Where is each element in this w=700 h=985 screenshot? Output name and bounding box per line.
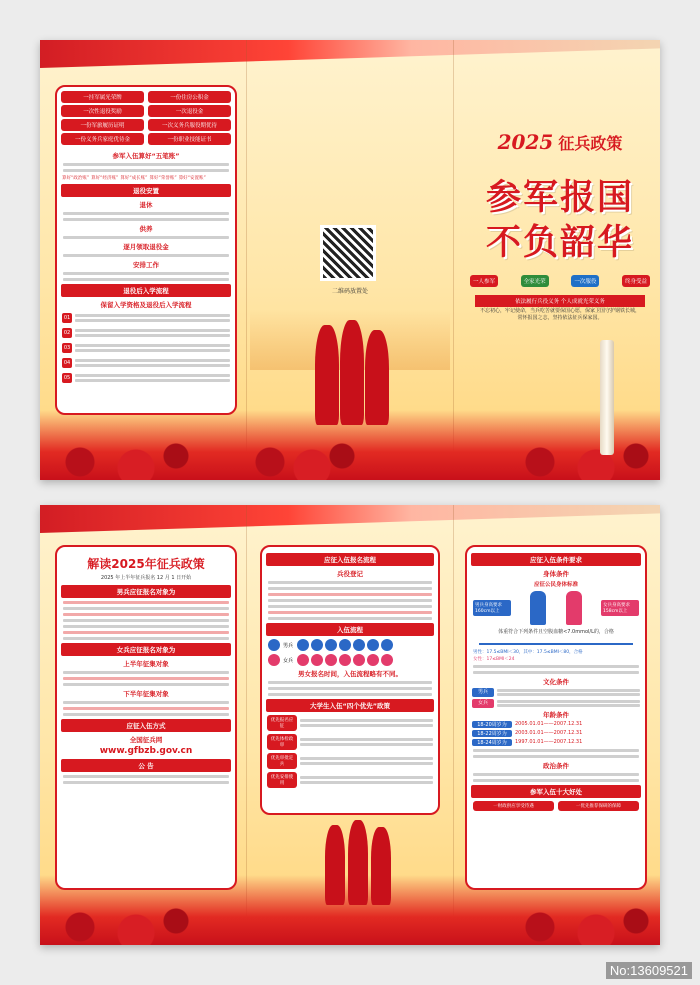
subheading: 上半年征集对象 xyxy=(123,660,169,668)
priority-item xyxy=(267,715,433,731)
policy-subtitle: 2025 年上半年征兵报名 12 月 1 日开始 xyxy=(100,575,192,581)
cover-slogan: 依法履行兵役义务 个人成就光荣义务 xyxy=(475,295,645,307)
benefit-item: 一挂军属光荣牌 xyxy=(61,91,144,103)
online-heading: 全国征兵网 xyxy=(129,736,163,744)
male-figure-icon xyxy=(530,591,546,625)
cover-headline-1: 参军报国 xyxy=(485,178,634,218)
step-number: 04 xyxy=(63,360,71,366)
benefit-item: 一份职业技能证书 xyxy=(148,133,231,145)
cover-body-text: 不忘初心，牢记使命，当兵吃苦就要保国心愿，保家卫国守护钢铁长城，常怀报国之志，坚持依法征兵保家国。 xyxy=(480,308,641,321)
priority-label: 优先审批定兵 xyxy=(267,753,297,769)
image-id-watermark: No:13609521 xyxy=(606,962,692,979)
panel-enlistment-requirements xyxy=(465,545,647,890)
cover-tag: 终身受益 xyxy=(622,275,650,287)
female-height-label: 女兵身高要求 158cm以上 xyxy=(601,600,639,616)
soldier-silhouette xyxy=(348,820,368,905)
priority-title: 大学生入伍“四个优先”政策 xyxy=(266,699,434,712)
benefit-item: 一次退役金 xyxy=(148,105,231,117)
text-line xyxy=(63,236,229,239)
step-number: 01 xyxy=(63,315,71,321)
priority-item xyxy=(267,734,433,750)
notice-heading: 公 告 xyxy=(61,759,231,772)
subheading: 年龄条件 xyxy=(543,711,569,719)
benefit-list xyxy=(57,87,235,149)
female-heading: 女兵应征报名对象为 xyxy=(61,643,231,656)
subheading: 保留入学资格及退役后入学流程 xyxy=(100,301,192,309)
peony-decoration xyxy=(40,885,200,945)
height-figures xyxy=(473,591,639,625)
male-avatar-icon xyxy=(268,639,280,651)
cover-policy-label: 征兵政策 xyxy=(558,134,623,153)
website-link[interactable]: www.gfbzb.gov.cn xyxy=(99,746,193,756)
age-row: 18-22周岁为 2003.01.01——2007.12.31 xyxy=(472,730,640,737)
text-line xyxy=(63,212,229,215)
text-line xyxy=(63,254,229,257)
priority-item xyxy=(267,753,433,769)
soldier-silhouette xyxy=(325,825,345,905)
brochure-outer-sheet xyxy=(40,40,660,480)
subheading: 下半年征集对象 xyxy=(123,690,169,698)
priority-label: 优先安排使用 xyxy=(267,772,297,788)
subheading: 逐月领取退役金 xyxy=(123,243,169,251)
benefit-item: 一份义务兵家庭优待金 xyxy=(61,133,144,145)
bmi-scale-line xyxy=(479,643,633,645)
subheading: 退休 xyxy=(139,201,153,209)
ledger-tag: 算好“成长账” xyxy=(120,176,148,181)
section-heading-discharge: 退役安置 xyxy=(61,184,231,197)
age-row: 18-20周岁为 2005.01.01——2007.12.31 xyxy=(472,721,640,728)
benefit-list-right xyxy=(148,91,231,145)
huabiao-column xyxy=(600,340,614,455)
female-avatar-icon xyxy=(268,654,280,666)
flow-note: 男女报名时间，入伍流程略有不同。 xyxy=(298,670,402,678)
subheading: 政治条件 xyxy=(543,762,569,770)
subheading: 安排工作 xyxy=(133,261,159,269)
priority-label: 优先体检政审 xyxy=(267,734,297,750)
benefit-list-left xyxy=(61,91,144,145)
text-line xyxy=(63,218,229,221)
process-step xyxy=(62,327,230,339)
cover-title-block xyxy=(470,130,650,154)
subheading: 供养 xyxy=(139,225,153,233)
process-step xyxy=(62,372,230,384)
soldier-silhouette xyxy=(365,330,389,425)
text-line xyxy=(63,278,229,281)
red-ribbon-decoration xyxy=(40,505,660,533)
method-heading: 应征入伍方式 xyxy=(61,719,231,732)
cover-tags xyxy=(470,275,650,287)
peony-decoration xyxy=(40,420,200,480)
soldier-silhouette xyxy=(371,827,391,905)
ledger-tag: 算好“安置账” xyxy=(178,176,206,181)
benefit-item: 一份住房公积金 xyxy=(148,91,231,103)
brochure-inner-sheet xyxy=(40,505,660,945)
cover-year: 2025 xyxy=(497,130,554,154)
red-ribbon-decoration xyxy=(40,40,660,68)
text-line xyxy=(63,163,229,166)
ledger-tag: 算好“政治账” xyxy=(62,176,90,181)
peony-decoration xyxy=(500,420,660,480)
cover-tag: 一次服役 xyxy=(571,275,599,287)
process-step xyxy=(62,357,230,369)
peony-decoration xyxy=(500,885,660,945)
flow-row-female xyxy=(268,654,432,666)
flow-heading: 入伍流程 xyxy=(266,623,434,636)
height-heading: 应征公民身体标准 xyxy=(533,582,578,588)
culture-row: 女兵 xyxy=(472,699,640,708)
policy-title: 解读2025年征兵政策 xyxy=(87,557,205,571)
step-number: 02 xyxy=(63,330,71,336)
step-number: 05 xyxy=(63,375,71,381)
subheading: 身体条件 xyxy=(543,570,569,578)
male-heading: 男兵应征报名对象为 xyxy=(61,585,231,598)
weight-note: 体重符合下列条件且空腹血糖<7.0mmol/L的，合格 xyxy=(498,629,614,635)
male-height-label: 男兵身高要求 160cm以上 xyxy=(473,600,511,616)
process-step xyxy=(62,312,230,324)
requirements-title: 应征入伍条件要求 xyxy=(471,553,641,566)
process-step xyxy=(62,342,230,354)
age-row: 18-24周岁为 1997.01.01——2007.12.31 xyxy=(472,739,640,746)
benefit-item: 一次性退役奖励 xyxy=(61,105,144,117)
flow-label: 女兵 xyxy=(283,657,294,664)
panel-enlistment-process xyxy=(260,545,440,815)
ledger-tag: 算好“荣誉账” xyxy=(149,176,177,181)
flow-label: 男兵 xyxy=(283,642,294,649)
qr-caption: 二维码放置处 xyxy=(331,288,368,295)
process-title: 应征入伍报名流程 xyxy=(266,553,434,566)
subheading: 文化条件 xyxy=(543,678,569,686)
benefits-heading: 参军入伍十大好处 xyxy=(471,785,641,798)
panel-benefits-and-discharge xyxy=(55,85,237,415)
female-figure-icon xyxy=(566,591,582,625)
panel-policy-interpretation xyxy=(55,545,237,890)
benefit-item: 一优先推荐保研的保障 xyxy=(558,801,639,811)
benefits-list xyxy=(473,801,639,811)
benefit-item: 一次义务兵服役期优待 xyxy=(148,119,231,131)
soldier-silhouette xyxy=(340,320,364,425)
bmi-male: 男性：17.5≤BMI＜30，其中：17.5≤BMI＜80，合格 xyxy=(473,650,583,655)
section-heading-school: 退役后入学流程 xyxy=(61,284,231,297)
bmi-female: 女性：17≤BMI＜24 xyxy=(473,657,515,662)
benefit-item: 一财政供应享受待遇 xyxy=(473,801,554,811)
priority-item xyxy=(267,772,433,788)
ledger-tag: 算好“经济账” xyxy=(91,176,119,181)
qr-code-placeholder xyxy=(320,225,376,281)
cover-headline-2: 不负韶华 xyxy=(485,223,634,263)
text-line xyxy=(63,272,229,275)
culture-row: 男兵 xyxy=(472,688,640,697)
benefit-item: 一份军旅履历证明 xyxy=(61,119,144,131)
soldier-silhouette xyxy=(315,325,339,425)
ledger-tags xyxy=(62,175,230,181)
ledger-heading: 参军入伍算好“五笔账” xyxy=(112,152,180,160)
cover-tag: 全家光荣 xyxy=(521,275,549,287)
peony-decoration xyxy=(240,420,360,480)
subheading: 兵役登记 xyxy=(337,570,363,578)
flow-row-male xyxy=(268,639,432,651)
step-number: 03 xyxy=(63,345,71,351)
cover-tag: 一人参军 xyxy=(470,275,498,287)
priority-label: 优先报名应征 xyxy=(267,715,297,731)
text-line xyxy=(63,169,229,172)
